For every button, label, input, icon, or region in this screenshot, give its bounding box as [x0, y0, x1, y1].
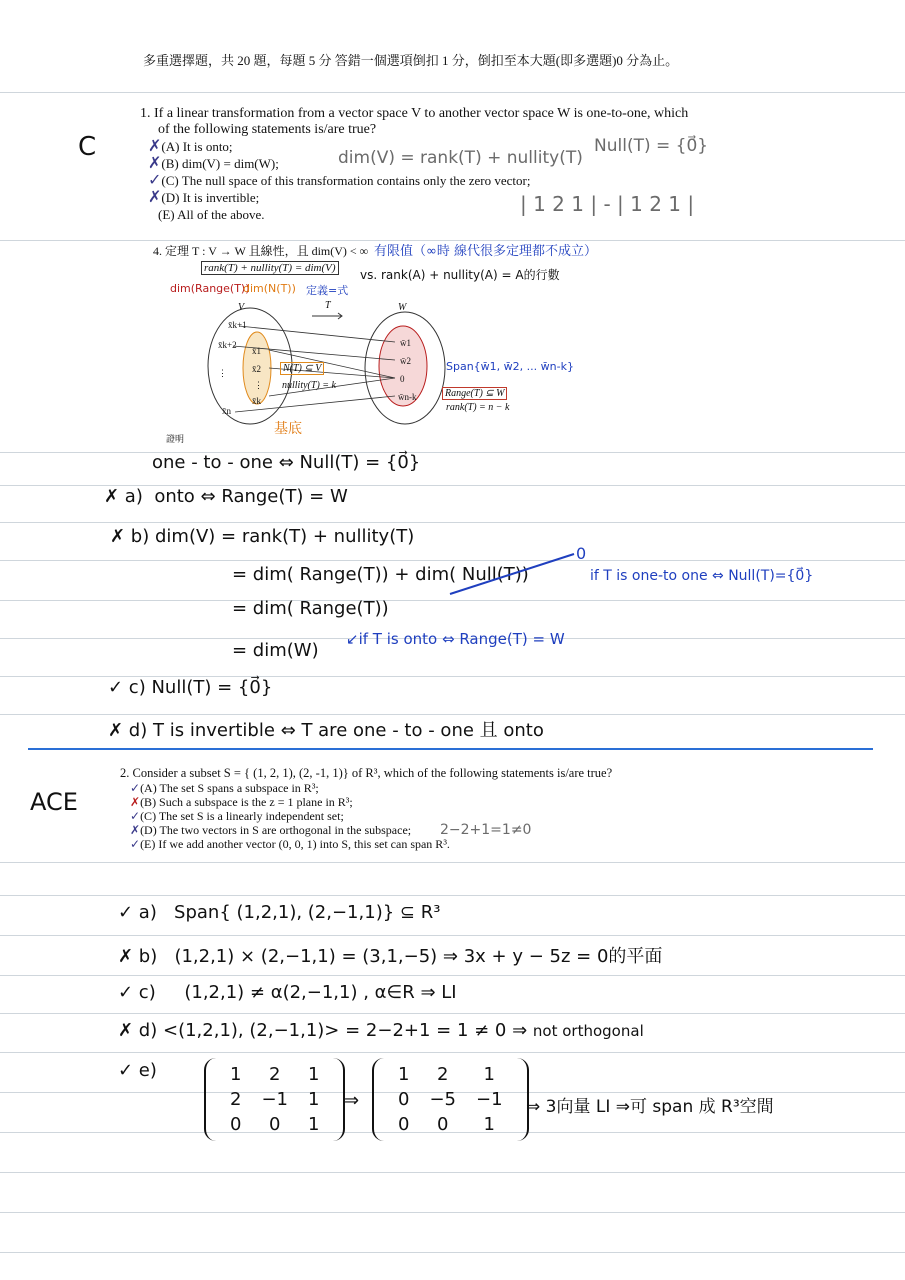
- q1-option: (E) All of the above.: [158, 207, 265, 222]
- q1-option: ✗(A) It is onto;: [148, 136, 233, 155]
- arrow-T: [312, 312, 346, 320]
- w-item: 0: [400, 374, 405, 384]
- kernel-item: x̄2: [252, 364, 261, 374]
- q1-note-bars: | 1 2 1 | - | 1 2 1 |: [520, 192, 695, 216]
- null-space-box: N(T) ⊆ V: [280, 362, 324, 375]
- q2-option: ✓(A) The set S spans a subspace in R³;: [130, 781, 319, 795]
- matrix-original: 1 2 1 2 −1 1 0 0 1: [204, 1058, 345, 1145]
- theorem-vs-note: vs. rank(A) + nullity(A) = A的行數: [360, 268, 560, 282]
- q2-answer-mark: ACE: [30, 788, 78, 816]
- nullity-label: nullity(T) = k: [282, 380, 336, 391]
- work2-d: ✗ d) <(1,2,1), (2,−1,1)> = 2−2+1 = 1 ≠ 0 ⇒ not orthogonal: [118, 1020, 644, 1041]
- theorem-boxed-formula: rank(T) + nullity(T) = dim(V): [201, 261, 339, 275]
- q1-answer-mark: C: [78, 132, 97, 162]
- q1-option: ✓(C) The null space of this transformation contains only the zero vector;: [148, 170, 531, 189]
- work1-b-step4: = dim(W): [232, 640, 319, 661]
- work1-line1: one - to - one ⇔ Null(T) = {0⃗}: [152, 452, 421, 473]
- work1-if-note: if T is one-to one ⇔ Null(T)={0⃗}: [590, 568, 814, 584]
- work2-a: ✓ a) Span{ (1,2,1), (2,−1,1)} ⊆ R³: [118, 902, 441, 923]
- v-item: x̄k+1: [228, 320, 247, 330]
- label-V: V: [238, 302, 245, 313]
- work1-a: ✗ a) onto ⇔ Range(T) = W: [104, 486, 348, 507]
- q2-note-d: 2−2+1=1≠0: [440, 822, 532, 838]
- theorem-title: 4. 定理 T : V → W 且線性，且 dim(V) < ∞: [153, 244, 369, 258]
- work1-onto-note: ↙if T is onto ⇔ Range(T) = W: [346, 630, 565, 648]
- q2-option: ✓(C) The set S is a linearly independent set;: [130, 809, 344, 823]
- q2-options: [130, 781, 450, 851]
- work2-e-mark: ✓ e): [118, 1060, 157, 1081]
- proof-label: 證明: [166, 434, 185, 444]
- q1-note-null: Null(T) = {0⃗}: [594, 136, 709, 156]
- theorem-blue-note: 有限值（∞時 線代很多定理都不成立）: [374, 244, 597, 259]
- label-T: T: [325, 300, 331, 311]
- q2-option: ✓(E) If we add another vector (0, 0, 1) into S, this set can span R³.: [130, 837, 450, 851]
- work1-b: ✗ b) dim(V) = rank(T) + nullity(T): [110, 526, 415, 547]
- exam-header: 多重選擇題，共 20 題，每題 5 分 答錯一個選項倒扣 1 分，倒扣至本大題(即多選題)0 分為止。: [143, 53, 679, 68]
- q1-stem-line2: of the following statements is/are true?: [158, 122, 377, 137]
- w-item: w̄n-k: [398, 392, 417, 402]
- theorem-def: 定義=式: [306, 284, 349, 297]
- section-divider: [28, 748, 873, 750]
- q1-option: ✗(B) dim(V) = dim(W);: [148, 153, 279, 172]
- work2-b: ✗ b) (1,2,1) × (2,−1,1) = (3,1,−5) ⇒ 3x + y − 5z = 0的平面: [118, 946, 663, 967]
- v-item: ⋮: [218, 368, 227, 378]
- q1-stem-line1: 1. If a linear transformation from a vector space V to another vector space W is one-to-one, which: [140, 106, 689, 121]
- rank-label: rank(T) = n − k: [446, 402, 510, 413]
- kernel-item: ⋮: [254, 380, 263, 390]
- work2-e-conclusion: ⇒ 3向量 LI ⇒可 span 成 R³空間: [526, 1097, 774, 1117]
- w-item: w̄1: [400, 338, 411, 348]
- work1-zero: 0: [576, 544, 587, 563]
- q1-note-dim: dim(V) = rank(T) + nullity(T): [338, 148, 583, 168]
- v-item: x̄k+2: [218, 340, 237, 350]
- strike-line: [448, 550, 578, 600]
- q2-option: ✗(B) Such a subspace is the z = 1 plane in R³;: [130, 795, 353, 809]
- matrix-arrow: ⇒: [344, 1090, 360, 1111]
- theorem-dim-null: dim(N(T)): [243, 282, 296, 295]
- range-box: Range(T) ⊆ W: [442, 387, 507, 400]
- theorem-dim-range: dim(Range(T)): [170, 282, 250, 295]
- q1-option: ✗(D) It is invertible;: [148, 187, 260, 206]
- basis-note: 基底: [274, 421, 302, 437]
- label-W: W: [398, 302, 407, 313]
- work1-b-step3: = dim( Range(T)): [232, 598, 389, 619]
- work2-c: ✓ c) (1,2,1) ≠ α(2,−1,1) , α∈R ⇒ LI: [118, 982, 457, 1003]
- v-item: x̄n: [222, 406, 231, 416]
- kernel-item: x̄1: [252, 346, 261, 356]
- q2-stem: 2. Consider a subset S = { (1, 2, 1), (2, -1, 1)} of R³, which of the following statements is/are true?: [120, 766, 613, 780]
- q2-option: ✗(D) The two vectors in S are orthogonal in the subspace;: [130, 823, 412, 837]
- kernel-item: x̄k: [252, 396, 261, 406]
- w-item: w̄2: [400, 356, 411, 366]
- work1-b-step2: = dim( Range(T)) + dim( Null(T)): [232, 564, 529, 585]
- work1-d: ✗ d) T is invertible ⇔ T are one - to - one 且 onto: [108, 720, 544, 741]
- work1-c: ✓ c) Null(T) = {0⃗}: [108, 677, 273, 698]
- span-note: Span{w̄1, w̄2, ... w̄n-k}: [446, 360, 574, 373]
- matrix-reduced: 1 2 1 0 −5 −1 0 0 1: [372, 1058, 529, 1145]
